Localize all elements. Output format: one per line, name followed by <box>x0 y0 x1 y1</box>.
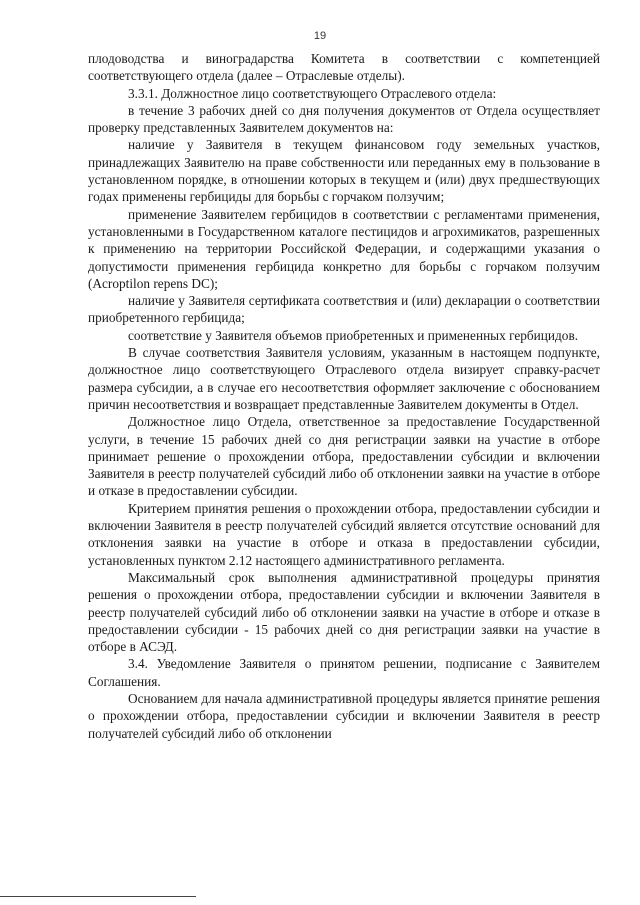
paragraph-decision-official: Должностное лицо Отдела, ответственное за предоставление Государственной услуги, в течение 15 рабочих дней со дня регистрации заявки на участие в отборе принимает решение о прохождении отбора, предоставлении субсидии и включении Заявителя в реестр получателей субсидий либо об отклонении заявки на участие в отборе и отказе в предоставлении субсидии. <box>88 414 600 499</box>
paragraph-certificate: наличие у Заявителя сертификата соответствия и (или) декларации о соответствии приобретенного гербицида; <box>88 293 600 326</box>
paragraph-decision-criterion: Критерием принятия решения о прохождении отбора, предоставлении субсидии и включении Заявителя в реестр получателей субсидий является отсутствие оснований для отклонения заявки на участие в отборе и отказа в предоставлении субсидии, установленных пунктом 2.12 настоящего административного регламента. <box>88 500 600 568</box>
paragraph-procedure-basis: Основанием для начала административной процедуры является принятие решения о прохождении отбора, предоставлении субсидии и включении Заявителя в реестр получателей субсидий либо об отклонении <box>88 690 600 741</box>
paragraph-3-3-1-heading: 3.3.1. Должностное лицо соответствующего Отраслевого отдела: <box>128 85 497 101</box>
paragraph-max-term: Максимальный срок выполнения административной процедуры принятия решения о прохождении отбора, предоставлении субсидии и включении Заявителя в реестр получателей субсидий либо об отклонении заявки на участие в отборе и отказе в предоставлении субсидии - 15 рабочих дней со дня регистрации заявки на участие в отборе в АСЭД. <box>88 569 600 655</box>
paragraph-land-plots: наличие у Заявителя в текущем финансовом году земельных участков, принадлежащих Заявителю на праве собственности или переданных ему в пользование в установленном порядке, в отношении которых в текущем и (или) двух предшествующих годах применены гербициды для борьбы с горчаком ползучим; <box>88 137 600 205</box>
paragraph-check-timing: в течение 3 рабочих дней со дня получения документов от Отдела осуществляет проверку представленных Заявителем документов на: <box>88 102 600 136</box>
page-number: 19 <box>313 30 327 42</box>
paragraph-herbicide-use: применение Заявителем гербицидов в соответствии с регламентами применения, установленными в Государственном каталоге пестицидов и агрохимикатов, разрешенных к применению на территории Российской Федерации, и содержащими указания о допустимости применения гербицида конкретно для борьбы с горчаком ползучим (Acroptilon repens DC); <box>88 206 600 291</box>
paragraph-continuation: плодоводства и виноградарства Комитета в соответствии с компетенцией соответствующего отдела (далее – Отраслевые отделы). <box>88 51 600 84</box>
paragraph-compliance-case: В случае соответствия Заявителя условиям, указанным в настоящем подпункте, должностное лицо соответствующего Отраслевого отдела визирует справку-расчет размера субсидии, а в случае его несоответствия оформляет заключение с обоснованием причин несоответствия и возвращает представленные Заявителем документы в Отдел. <box>88 345 600 412</box>
paragraph-3-4-heading: 3.4. Уведомление Заявителя о принятом решении, подписание с Заявителем Соглашения. <box>88 656 600 689</box>
document-body <box>88 50 600 742</box>
paragraph-volumes: соответствие у Заявителя объемов приобретенных и примененных гербицидов. <box>128 327 579 343</box>
footnote-divider <box>0 896 196 897</box>
